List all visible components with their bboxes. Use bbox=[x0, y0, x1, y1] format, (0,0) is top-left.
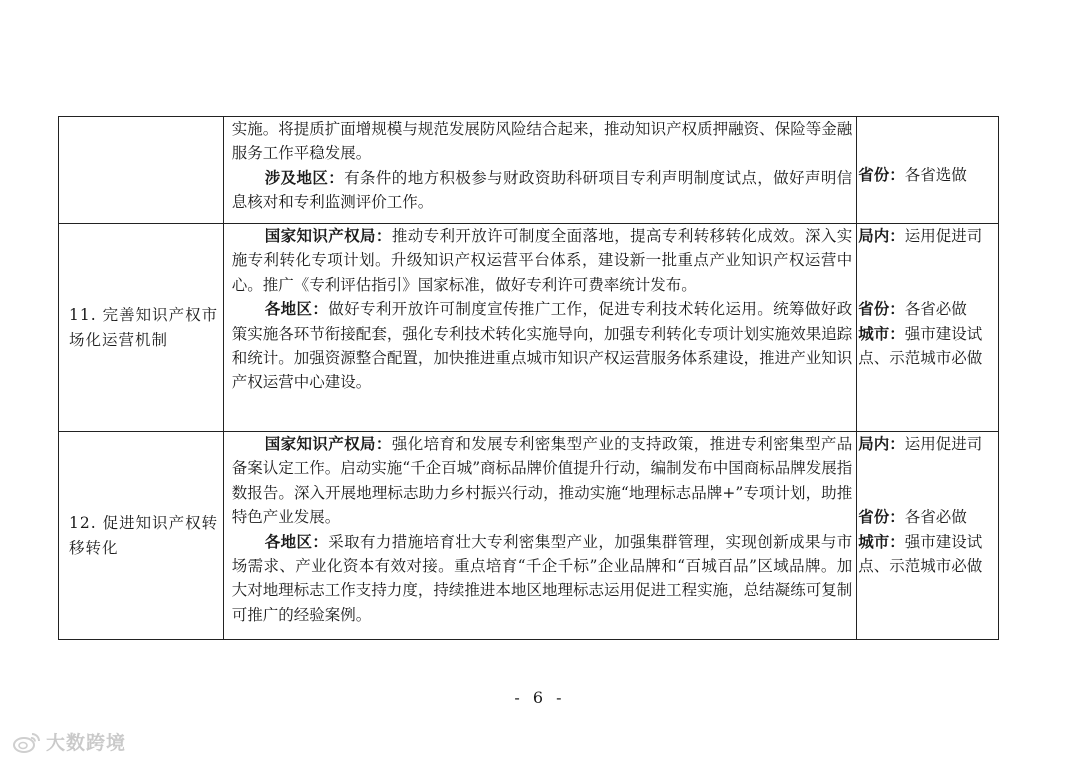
measure-label: 国家知识产权局： bbox=[264, 226, 392, 245]
measure-label: 国家知识产权局： bbox=[264, 434, 392, 453]
weibo-logo-icon bbox=[12, 730, 42, 754]
measure-paragraph bbox=[224, 530, 857, 628]
measure-text: 强化培育和发展专利密集型产业的支持政策，推进专利密集型产品备案认定工作。启动实施“千企百城”商标品牌价值提升行动，编制发布中国商标品牌发展指数报告。深入开展地理标志助力乡村振兴行动，推动实施“地理标志品牌+”专项计划，助推特色产业发展。 bbox=[231, 435, 853, 527]
measure-text: 推动专利开放许可制度全面落地，提高专利转移转化成效。深入实施专利转化专项计划。升级知识产权运营平台体系，建设新一批重点产业知识产权运营中心。推广《专利评估指引》国家标准，做好专利许可费率统计发布。 bbox=[231, 227, 853, 294]
page-number: - 6 - bbox=[514, 688, 566, 707]
responsibility-item: 省份：各省选做 bbox=[858, 165, 967, 184]
task-name: 11. 完善知识产权市场化运营机制 bbox=[69, 306, 219, 349]
table-row bbox=[59, 432, 999, 640]
responsibility-item: 城市：强市建设试点、示范城市必做 bbox=[858, 531, 983, 576]
measure-paragraph bbox=[224, 432, 857, 530]
responsibility-item: 省份：各省必做 bbox=[858, 299, 967, 319]
measures-cell bbox=[223, 224, 857, 432]
task-name-cell bbox=[59, 117, 224, 224]
watermark-text: 大数跨境 bbox=[46, 732, 127, 754]
measure-text: 做好专利开放许可制度宣传推广工作，促进专利技术转化运用。统筹做好政策实施各环节衔接配套，强化专利技术转化实施导向，加强专利转化专项计划实施效果追踪和统计。加强资源整合配置，加快推进重点城市知识产权运营服务体系建设，推进产业知识产权运营中心建设。 bbox=[231, 300, 853, 392]
policy-table bbox=[58, 116, 999, 640]
measure-paragraph bbox=[224, 224, 857, 297]
task-name-cell bbox=[59, 224, 224, 432]
measure-paragraph bbox=[224, 297, 857, 395]
measure-text: 采取有力措施培育壮大专利密集型产业，加强集群管理，实现创新成果与市场需求、产业化资本有效对接。重点培育“千企千标”企业品牌和“百城百品”区域品牌。加大对地理标志工作支持力度，持续推进本地区地理标志运用促进工程实施，总结凝练可复制可推广的经验案例。 bbox=[231, 532, 853, 624]
measure-text: 有条件的地方积极参与财政资助科研项目专利声明制度试点，做好声明信息核对和专利监测评价工作。 bbox=[231, 168, 853, 212]
measure-label: 各地区： bbox=[264, 299, 329, 319]
task-name-cell bbox=[59, 432, 224, 640]
measures-cell bbox=[223, 117, 857, 224]
responsibility-item: 城市：强市建设试点、示范城市必做 bbox=[858, 323, 983, 368]
measure-label: 涉及地区： bbox=[264, 167, 345, 187]
watermark bbox=[12, 728, 126, 755]
table-row bbox=[59, 117, 999, 224]
task-name: 12. 促进知识产权转移转化 bbox=[69, 514, 219, 557]
responsibility-cell bbox=[857, 117, 999, 224]
table-row bbox=[59, 224, 999, 432]
measures-cell bbox=[223, 432, 857, 640]
measure-paragraph: 实施。将提质扩面增规模与规范发展防风险结合起来，推动知识产权质押融资、保险等金融服务工作平稳发展。 bbox=[231, 120, 853, 163]
measure-label: 各地区： bbox=[264, 531, 329, 551]
responsibility-cell bbox=[857, 432, 999, 640]
responsibility-item: 局内：运用促进司 bbox=[858, 434, 983, 453]
responsibility-cell bbox=[857, 224, 999, 432]
measure-paragraph bbox=[224, 166, 857, 215]
responsibility-item: 省份：各省必做 bbox=[858, 507, 967, 527]
responsibility-item: 局内：运用促进司 bbox=[858, 226, 983, 245]
